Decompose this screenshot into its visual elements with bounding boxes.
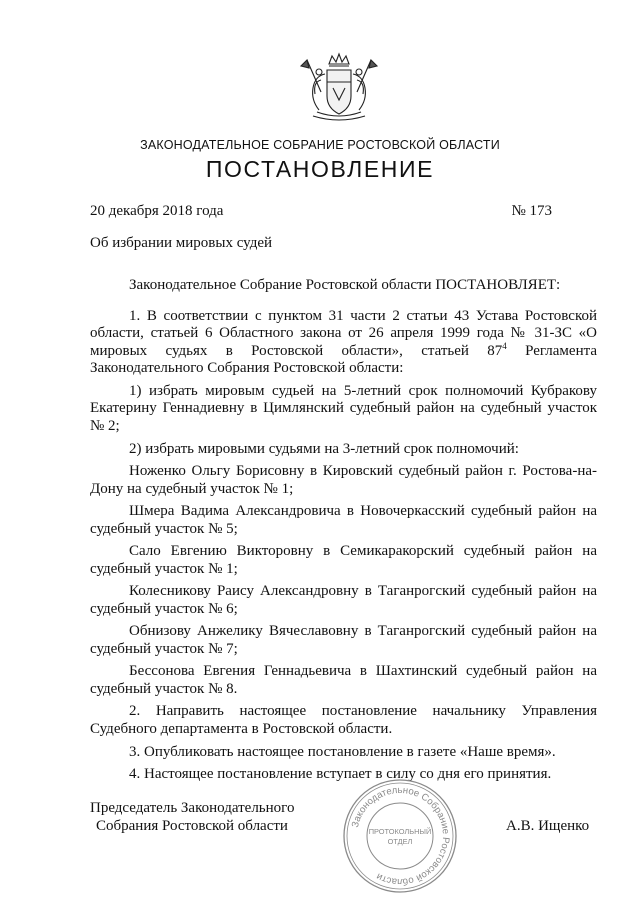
judge-entry: Шмера Вадима Александровича в Новочеркасский судебный район на судебный участок № 5; [90,503,597,537]
signatory-position-line-2: Собрания Ростовской области [96,817,288,834]
document-body [90,277,597,789]
preamble: Законодательное Собрание Ростовской области ПОСТАНОВЛЯЕТ: [129,277,561,293]
item-1-text-end: Регламента Законодательного Собрания Ростовской области: [90,342,597,377]
judge-entry: Ноженко Ольгу Борисовну в Кировский судебный район г. Ростова-на-Дону на судебный участок № 1; [90,463,597,497]
signatory-position-line-1: Председатель Законодательного [90,800,295,816]
paragraph-item-1-2: 2) избрать мировыми судьями на 3-летний срок полномочий: [129,440,519,457]
paragraph-item-1-1: 1) избрать мировым судьей на 5-летний срок полномочий Кубракову Екатерину Геннадиевну в Цимлянский судебный район на судебный участок № 2; [90,382,597,435]
paragraph-item-2: 2. Направить настоящее постановление начальнику Управления Судебного департамента в Ростовской области. [90,703,597,738]
paragraph-item-3: 3. Опубликовать настоящее постановление в газете «Наше время». [129,743,556,760]
signatory-position [90,800,294,835]
paragraph-item-1 [90,308,597,378]
signatory-name: А.В. Ищенко [506,818,590,834]
judge-entry: Колесникову Раису Александровну в Таганрогский судебный район на судебный участок № 6; [90,583,597,617]
document-number: № 173 [511,203,552,219]
organization-name: ЗАКОНОДАТЕЛЬНОЕ СОБРАНИЕ РОСТОВСКОЙ ОБЛАСТИ [140,138,500,152]
coat-of-arms-icon [299,52,379,126]
document-subject: Об избрании мировых судей [90,235,273,251]
judge-entry: Бессонова Евгения Геннадьевича в Шахтинский судебный район на судебный участок № 8. [90,663,597,697]
document-date: 20 декабря 2018 года [90,203,224,219]
stamp-center-line-1: ПРОТОКОЛЬНЫЙ [368,827,432,836]
judge-entry: Обнизову Анжелику Вячеславовну в Таганрогский судебный район на судебный участок № 7; [90,623,597,657]
item-1-text-start: 1. В соответствии с пунктом 31 части 2 статьи 43 Устава Ростовской области, статьей 6 Областного закона от 26 апреля 1999 года № 31-ЗС «О мировых судьях в Ростовской области», статьей 87 [90,307,597,359]
stamp-center-line-2: ОТДЕЛ [387,837,413,846]
superscript-number: 4 [502,340,507,351]
paragraph-item-4: 4. Настоящее постановление вступает в силу со дня его принятия. [129,766,552,783]
official-stamp [341,777,459,895]
judge-entry: Сало Евгению Викторовну в Семикаракорский судебный район на судебный участок № 1; [90,543,597,577]
document-type-title: ПОСТАНОВЛЕНИЕ [205,156,435,182]
stamp-ring-text: Законодательное Собрание Ростовской области [349,784,452,888]
